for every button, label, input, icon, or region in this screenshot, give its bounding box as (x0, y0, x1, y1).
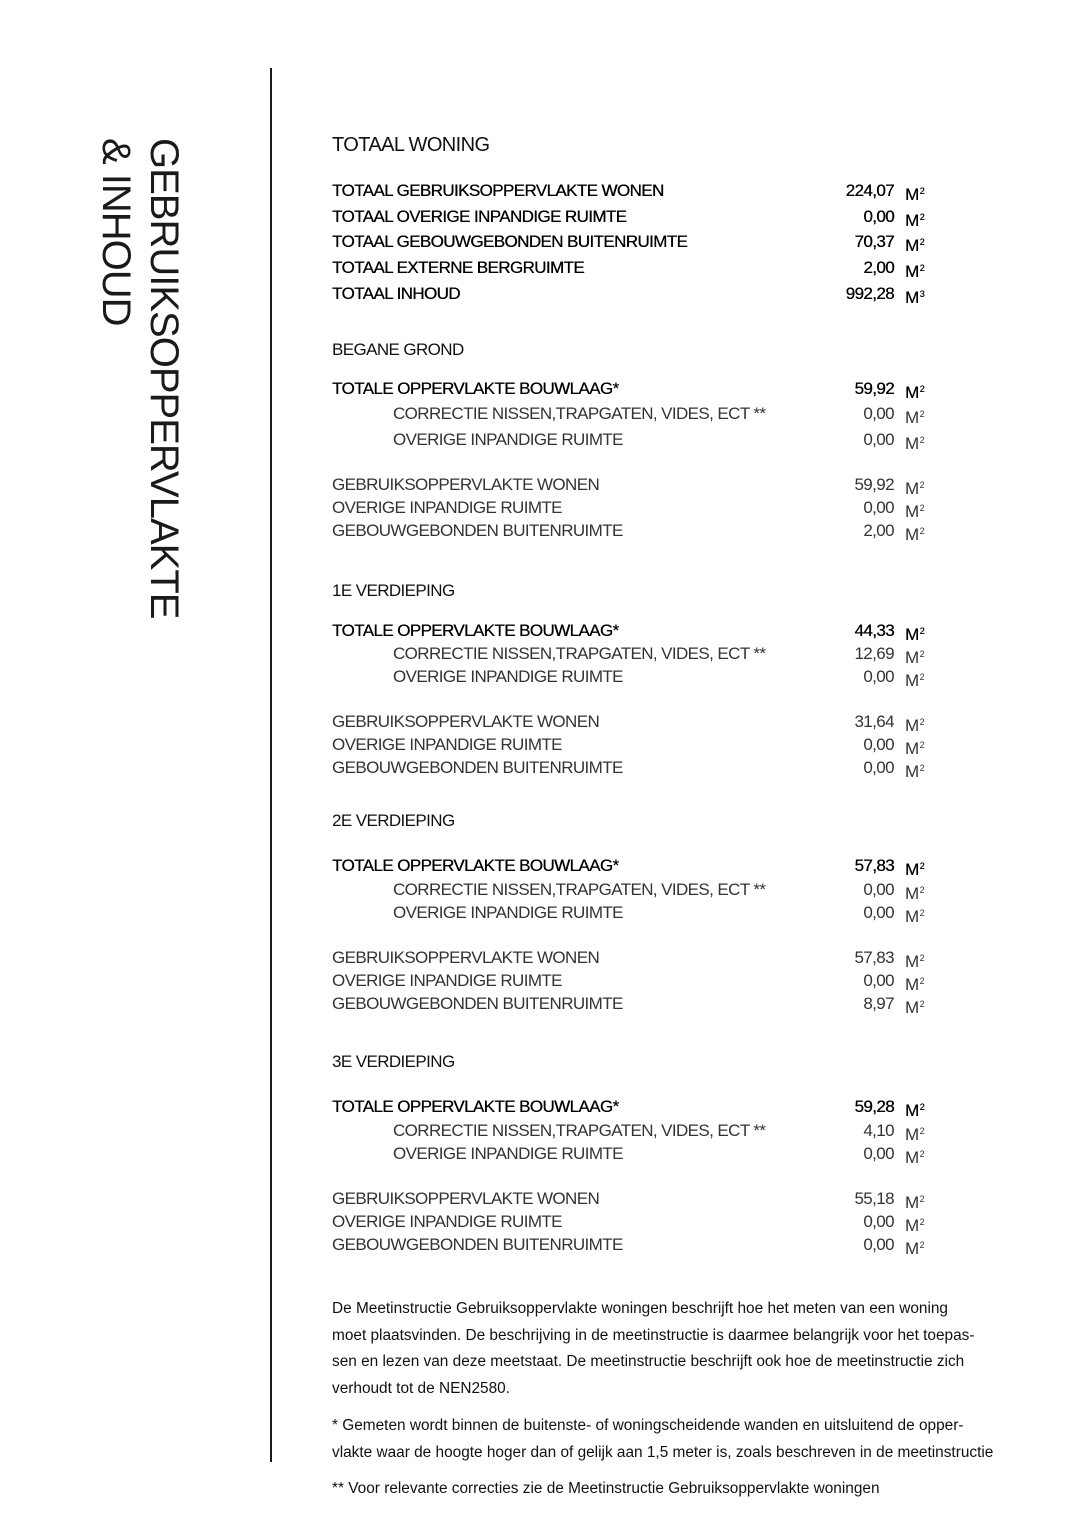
row-value: 0,00 (863, 971, 894, 990)
row-label: OVERIGE INPANDIGE RUIMTE (332, 971, 562, 990)
row-label: OVERIGE INPANDIGE RUIMTE (393, 1144, 623, 1163)
row-value: 0,00 (863, 498, 894, 517)
row-unit (905, 402, 924, 430)
row-value: 0,00 (863, 430, 894, 449)
row-label: CORRECTIE NISSEN,TRAPGATEN, VIDES, ECT ** (393, 644, 766, 663)
unit-symbol: M (905, 952, 919, 971)
unit-symbol: M (905, 716, 919, 735)
row-unit (905, 282, 924, 310)
row-unit (905, 428, 924, 456)
correction-row (332, 665, 932, 689)
result-row (332, 519, 932, 543)
row-label: OVERIGE INPANDIGE RUIMTE (332, 1212, 562, 1231)
unit-exponent: 2 (919, 409, 924, 419)
unit-exponent: 2 (919, 717, 924, 727)
section-heading: 3E VERDIEPING (332, 1052, 455, 1071)
unit-symbol: M (905, 648, 919, 667)
total-row (332, 282, 932, 306)
result-row (332, 733, 932, 757)
result-row (332, 473, 932, 497)
row-label: GEBRUIKSOPPERVLAKTE WONEN (332, 1189, 600, 1208)
unit-symbol: M (905, 975, 919, 994)
row-unit (905, 992, 924, 1020)
row-label: TOTAAL GEBRUIKSOPPERVLAKTE WONEN (332, 181, 664, 200)
total-row (332, 230, 932, 254)
unit-symbol: M (905, 671, 919, 690)
row-value: 0,00 (863, 1144, 894, 1163)
correction-row (332, 1142, 932, 1166)
unit-exponent: 2 (919, 263, 924, 273)
row-unit (905, 230, 924, 258)
unit-exponent: 2 (919, 480, 924, 490)
unit-symbol: M (905, 1125, 919, 1144)
footnote-line: vlakte waar de hoogte hoger dan of gelijk aan 1,5 meter is, zoals beschreven in de meetinstructie (332, 1443, 994, 1461)
unit-exponent: 2 (919, 1194, 924, 1204)
unit-exponent: 2 (919, 237, 924, 247)
footnote-corrections (332, 1476, 1052, 1503)
unit-exponent: 2 (919, 1126, 924, 1136)
unit-symbol: M (905, 884, 919, 903)
vertical-divider (270, 68, 272, 1462)
unit-symbol: M (905, 860, 919, 879)
unit-symbol: M (905, 1216, 919, 1235)
correction-row (332, 878, 932, 902)
side-title-line-2: & INHOUD (94, 138, 138, 326)
result-row (332, 1187, 932, 1211)
row-value: 0,00 (863, 1212, 894, 1231)
footnote-height (332, 1413, 1052, 1466)
unit-symbol: M (905, 262, 919, 281)
intro-paragraph (332, 1296, 1052, 1402)
row-label: CORRECTIE NISSEN,TRAPGATEN, VIDES, ECT ** (393, 880, 766, 899)
row-value: 0,00 (863, 735, 894, 754)
intro-line: De Meetinstructie Gebruiksoppervlakte woningen beschrijft hoe het meten van een woning (332, 1300, 948, 1317)
row-value: 0,00 (863, 207, 894, 226)
unit-exponent: 2 (919, 976, 924, 986)
result-row (332, 756, 932, 780)
correction-row (332, 402, 932, 426)
side-title (92, 138, 188, 618)
row-value: 8,97 (863, 994, 894, 1013)
row-label: GEBRUIKSOPPERVLAKTE WONEN (332, 475, 600, 494)
intro-line: verhoudt tot de NEN2580. (332, 1379, 510, 1397)
row-value: 59,28 (854, 1097, 894, 1116)
unit-exponent: 2 (919, 435, 924, 445)
row-unit (905, 179, 924, 207)
unit-symbol: M (905, 1101, 919, 1120)
unit-symbol: M (905, 383, 919, 402)
row-label: GEBOUWGEBONDEN BUITENRUIMTE (332, 1235, 623, 1254)
unit-exponent: 2 (919, 763, 924, 773)
row-unit (905, 756, 924, 784)
total-row (332, 256, 932, 280)
row-unit (905, 377, 924, 405)
result-row (332, 1210, 932, 1234)
unit-exponent: 2 (919, 953, 924, 963)
row-label: GEBOUWGEBONDEN BUITENRUIMTE (332, 994, 623, 1013)
row-label: OVERIGE INPANDIGE RUIMTE (393, 667, 623, 686)
row-value: 992,28 (845, 284, 894, 303)
row-value: 0,00 (863, 1235, 894, 1254)
row-label: TOTAAL INHOUD (332, 284, 460, 303)
row-value: 55,18 (854, 1189, 894, 1208)
unit-exponent: 2 (919, 186, 924, 196)
row-unit (905, 519, 924, 547)
unit-symbol: M (905, 434, 919, 453)
row-unit (905, 665, 924, 693)
correction-row (332, 1119, 932, 1143)
row-value: 2,00 (863, 521, 894, 540)
row-value: 44,33 (854, 621, 894, 640)
result-row (332, 710, 932, 734)
unit-symbol: M (905, 502, 919, 521)
row-label: TOTALE OPPERVLAKTE BOUWLAAG* (332, 856, 619, 875)
unit-exponent: 2 (919, 1240, 924, 1250)
unit-exponent: 2 (919, 1102, 924, 1112)
row-value: 0,00 (863, 880, 894, 899)
row-label: OVERIGE INPANDIGE RUIMTE (393, 430, 623, 449)
row-value: 57,83 (854, 856, 894, 875)
unit-symbol: M (905, 762, 919, 781)
row-value: 70,37 (854, 232, 894, 251)
unit-exponent: 2 (919, 861, 924, 871)
correction-row (332, 428, 932, 452)
unit-symbol: M (905, 288, 919, 307)
unit-exponent: 2 (919, 885, 924, 895)
correction-row (332, 642, 932, 666)
row-value: 0,00 (863, 404, 894, 423)
row-label: GEBRUIKSOPPERVLAKTE WONEN (332, 948, 600, 967)
row-label: TOTAAL GEBOUWGEBONDEN BUITENRUIMTE (332, 232, 688, 251)
row-label: OVERIGE INPANDIGE RUIMTE (332, 735, 562, 754)
row-label: OVERIGE INPANDIGE RUIMTE (332, 498, 562, 517)
floor-total-row (332, 619, 932, 643)
unit-symbol: M (905, 1193, 919, 1212)
correction-row (332, 901, 932, 925)
row-value: 0,00 (863, 903, 894, 922)
unit-symbol: M (905, 525, 919, 544)
row-label: CORRECTIE NISSEN,TRAPGATEN, VIDES, ECT ** (393, 404, 766, 423)
unit-symbol: M (905, 739, 919, 758)
row-label: OVERIGE INPANDIGE RUIMTE (393, 903, 623, 922)
footnote-line: * Gemeten wordt binnen de buitenste- of woningscheidende wanden en uitsluitend de opper- (332, 1417, 964, 1434)
row-unit (905, 1142, 924, 1170)
row-value: 59,92 (854, 475, 894, 494)
intro-line: moet plaatsvinden. De beschrijving in de meetinstructie is daarmee belangrijk voor het toepas- (332, 1326, 975, 1344)
unit-symbol: M (905, 625, 919, 644)
unit-exponent: 2 (919, 1149, 924, 1159)
side-title-line-1: GEBRUIKSOPPERVLAKTE (142, 138, 186, 619)
row-unit (905, 256, 924, 284)
section-heading: 2E VERDIEPING (332, 811, 455, 830)
floor-total-row (332, 377, 932, 401)
intro-line: sen en lezen van deze meetstaat. De meetinstructie beschrijft ook hoe de meetinstructie zich (332, 1353, 965, 1370)
section-heading: TOTAAL WONING (332, 134, 490, 156)
unit-exponent: 3 (919, 289, 924, 299)
unit-symbol: M (905, 907, 919, 926)
unit-exponent: 2 (919, 526, 924, 536)
total-row (332, 205, 932, 229)
row-label: TOTALE OPPERVLAKTE BOUWLAAG* (332, 379, 619, 398)
result-row (332, 969, 932, 993)
row-label: GEBOUWGEBONDEN BUITENRUIMTE (332, 521, 623, 540)
row-value: 31,64 (854, 712, 894, 731)
result-row (332, 946, 932, 970)
row-unit (905, 205, 924, 233)
unit-symbol: M (905, 185, 919, 204)
unit-exponent: 2 (919, 908, 924, 918)
unit-symbol: M (905, 408, 919, 427)
unit-symbol: M (905, 236, 919, 255)
floor-total-row (332, 854, 932, 878)
unit-exponent: 2 (919, 649, 924, 659)
unit-exponent: 2 (919, 503, 924, 513)
unit-symbol: M (905, 211, 919, 230)
unit-symbol: M (905, 479, 919, 498)
row-label: GEBRUIKSOPPERVLAKTE WONEN (332, 712, 600, 731)
result-row (332, 1233, 932, 1257)
row-value: 12,69 (854, 644, 894, 663)
unit-exponent: 2 (919, 212, 924, 222)
unit-exponent: 2 (919, 626, 924, 636)
row-value: 59,92 (854, 379, 894, 398)
unit-exponent: 2 (919, 740, 924, 750)
unit-exponent: 2 (919, 384, 924, 394)
row-value: 0,00 (863, 667, 894, 686)
row-label: TOTALE OPPERVLAKTE BOUWLAAG* (332, 621, 619, 640)
unit-exponent: 2 (919, 1217, 924, 1227)
section-heading: 1E VERDIEPING (332, 581, 455, 600)
row-label: TOTALE OPPERVLAKTE BOUWLAAG* (332, 1097, 619, 1116)
row-value: 2,00 (863, 258, 894, 277)
footnote-line: ** Voor relevante correcties zie de Meetinstructie Gebruiksoppervlakte woningen (332, 1480, 880, 1497)
unit-exponent: 2 (919, 672, 924, 682)
result-row (332, 496, 932, 520)
result-row (332, 992, 932, 1016)
row-unit (905, 901, 924, 929)
floor-total-row (332, 1095, 932, 1119)
unit-symbol: M (905, 1239, 919, 1258)
unit-symbol: M (905, 1148, 919, 1167)
unit-symbol: M (905, 998, 919, 1017)
row-value: 4,10 (863, 1121, 894, 1140)
row-value: 224,07 (845, 181, 894, 200)
row-value: 57,83 (854, 948, 894, 967)
row-value: 0,00 (863, 758, 894, 777)
total-row (332, 179, 932, 203)
section-heading: BEGANE GROND (332, 340, 464, 359)
row-label: TOTAAL EXTERNE BERGRUIMTE (332, 258, 585, 277)
row-label: CORRECTIE NISSEN,TRAPGATEN, VIDES, ECT ** (393, 1121, 766, 1140)
row-label: GEBOUWGEBONDEN BUITENRUIMTE (332, 758, 623, 777)
unit-exponent: 2 (919, 999, 924, 1009)
row-unit (905, 1233, 924, 1261)
row-label: TOTAAL OVERIGE INPANDIGE RUIMTE (332, 207, 627, 226)
